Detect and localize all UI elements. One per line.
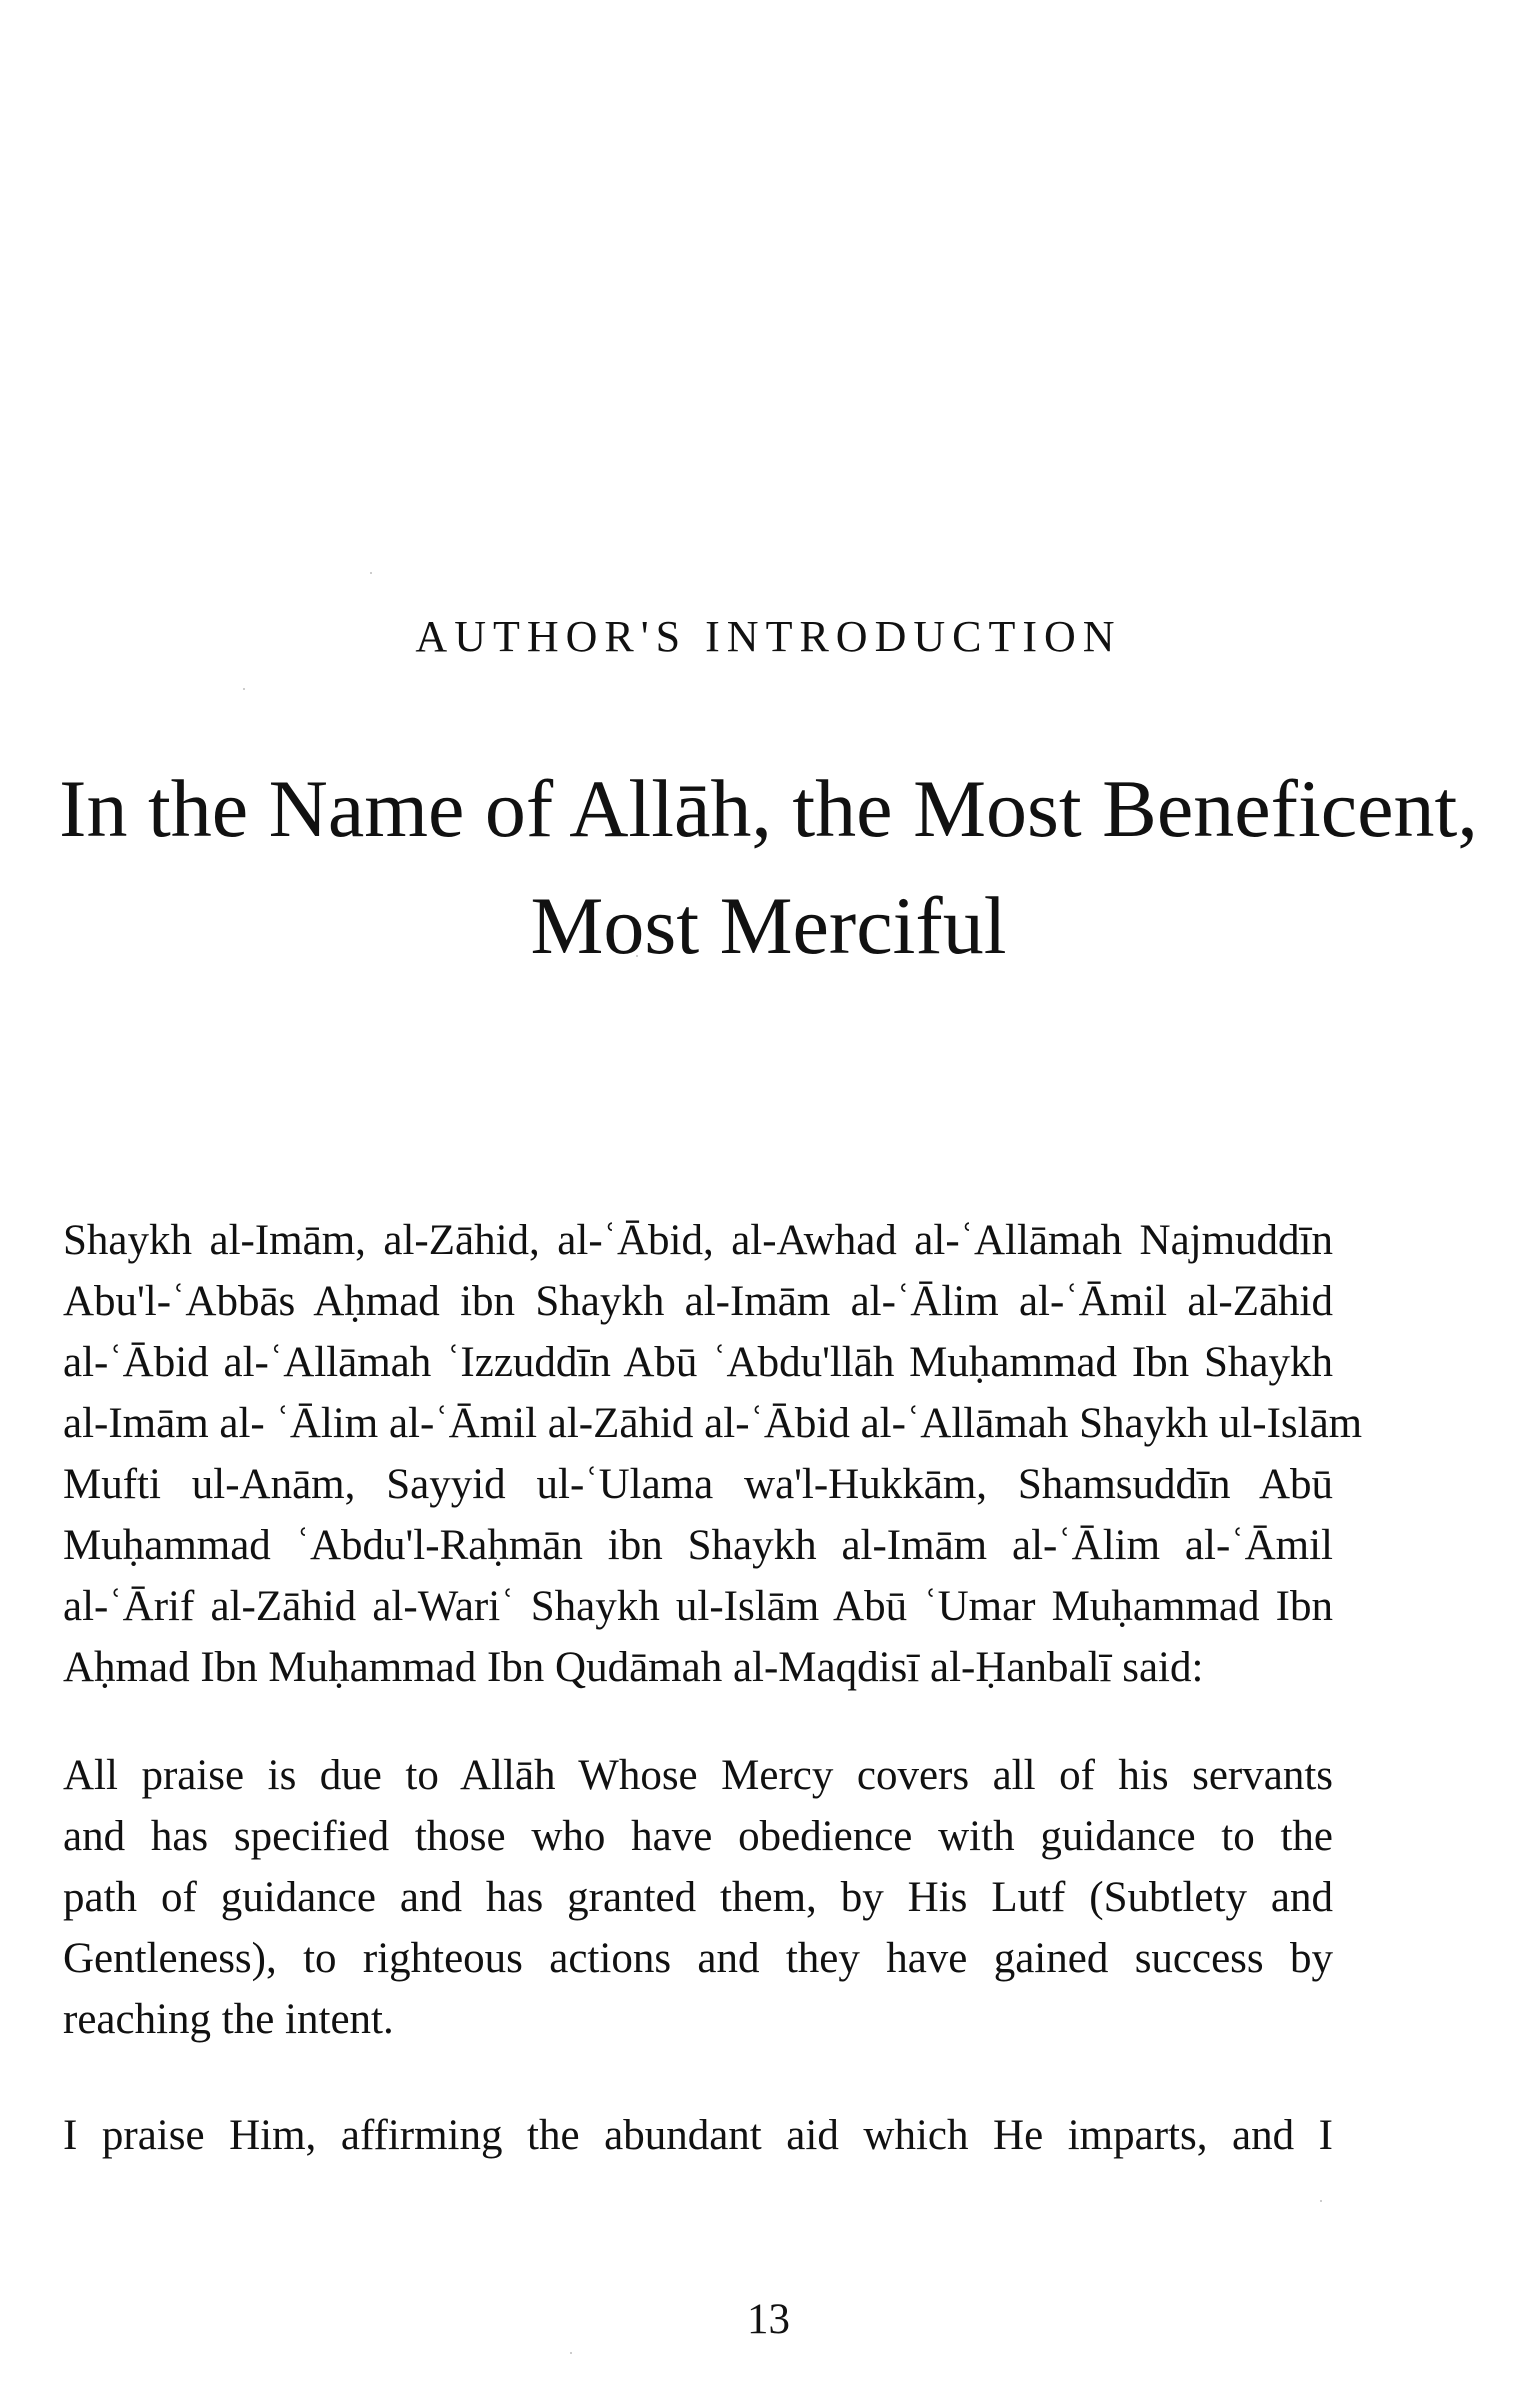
text-line: I praise Him, affirming the abundant aid which He imparts, and I (63, 2112, 1333, 2159)
text-line: All praise is due to Allāh Whose Mercy covers all of his servants (63, 1752, 1333, 1799)
page-number: 13 (747, 2296, 790, 2343)
text-line: al-Imām al- ʿĀlim al-ʿĀmil al-Zāhid al-ʿĀbid al-ʿAllāmah Shaykh ul-Islām (63, 1400, 1363, 1447)
title-line-2: Most Merciful (530, 880, 1007, 971)
text-line: path of guidance and has granted them, by His Lutf (Subtlety and (63, 1874, 1333, 1921)
scan-speck (1320, 2200, 1322, 2202)
paragraph-author-lineage (63, 1210, 1363, 1698)
scan-speck (370, 572, 372, 574)
text-line: Abu'l-ʿAbbās Aḥmad ibn Shaykh al-Imām al-ʿĀlim al-ʿĀmil al-Zāhid (63, 1278, 1333, 1325)
page-title (0, 750, 1537, 984)
text-line: and has specified those who have obedience with guidance to the (63, 1813, 1333, 1860)
title-line-1: In the Name of Allāh, the Most Beneficent, (59, 763, 1478, 854)
text-line: reaching the intent. (63, 1996, 394, 2043)
paragraph-praise (63, 1745, 1333, 2050)
text-line: Gentleness), to righteous actions and they have gained success by (63, 1935, 1333, 1982)
text-line: Shaykh al-Imām, al-Zāhid, al-ʿĀbid, al-Awhad al-ʿAllāmah Najmuddīn (63, 1217, 1333, 1264)
section-label: AUTHOR'S INTRODUCTION (415, 612, 1122, 661)
paragraph-continuation (63, 2105, 1333, 2166)
text-line: al-ʿĀrif al-Zāhid al-Wariʿ Shaykh ul-Islām Abū ʿUmar Muḥammad Ibn (63, 1583, 1333, 1630)
scan-speck (570, 2352, 572, 2354)
scan-speck (243, 688, 245, 690)
text-line: Mufti ul-Anām, Sayyid ul-ʿUlama wa'l-Hukkām, Shamsuddīn Abū (63, 1461, 1333, 1508)
text-line: Muḥammad ʿAbdu'l-Raḥmān ibn Shaykh al-Imām al-ʿĀlim al-ʿĀmil (63, 1522, 1333, 1569)
text-line: Aḥmad Ibn Muḥammad Ibn Qudāmah al-Maqdisī al-Ḥanbalī said: (63, 1644, 1204, 1691)
text-line: al-ʿĀbid al-ʿAllāmah ʿIzzuddīn Abū ʿAbdu'llāh Muḥammad Ibn Shaykh (63, 1339, 1333, 1386)
